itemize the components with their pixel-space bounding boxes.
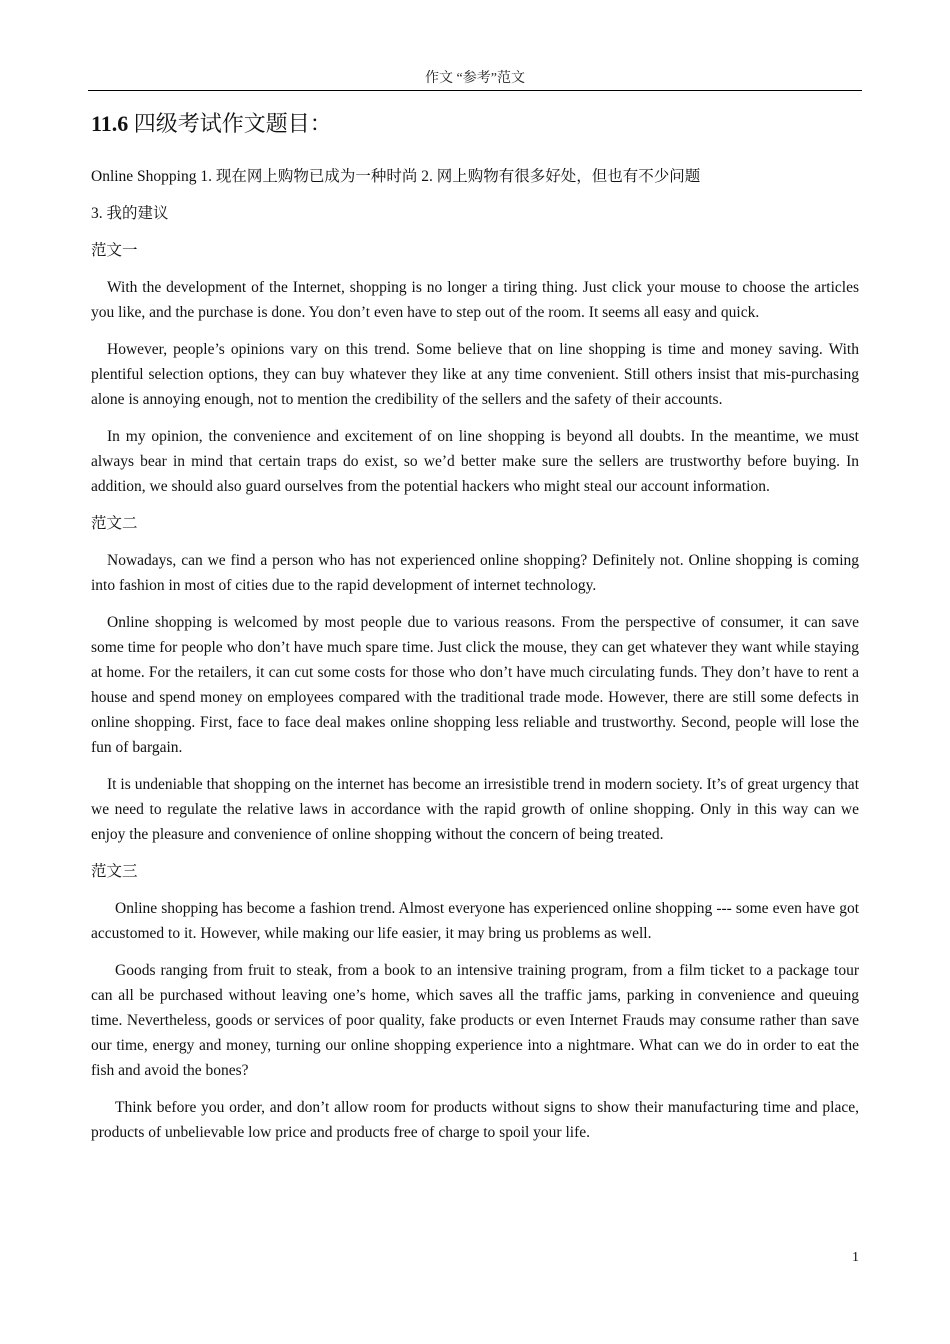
essay-3-paragraph-2: Goods ranging from fruit to steak, from a book to an intensive training program, from a film ticket to a package tour can all be purchased without leaving one’s home, which saves all the traffic jams, parking in convenience and queuing time. Nevertheless, goods or services of poor quality, fake products or even Internet Frauds may consume rather than save our time, energy and money, turning our online shopping experience into a nightmare. What can we do in order to eat the fish and avoid the bones?	[91, 962, 859, 1079]
title-number: 11.6	[91, 111, 129, 136]
essay-2-label: 范文二	[91, 515, 138, 532]
prompt-line-1: Online Shopping 1. 现在网上购物已成为一种时尚 2. 网上购物有很多好处，但也有不少问题	[91, 168, 701, 185]
essay-1-paragraph-3: In my opinion, the convenience and excitement of on line shopping is beyond all doubts. In the meantime, we must always bear in mind that certain traps do exist, so we’d better make sure the sellers are trustworthy before buying. In addition, we should also guard ourselves from the potential hackers who might steal our account information.	[91, 428, 859, 495]
essay-1-label: 范文一	[91, 242, 138, 259]
page-header: 作文 “参考”范文	[88, 68, 862, 91]
essay-3-paragraph-3: Think before you order, and don’t allow room for products without signs to show their manufacturing time and place, products of unbelievable low price and products free of charge to spoil your life.	[91, 1099, 859, 1141]
essay-2-paragraph-2: Online shopping is welcomed by most people due to various reasons. From the perspective of consumer, it can save some time for people who don’t have much spare time. Just click the mouse, they can get whatever they want while staying at home. For the retailers, it can cut some costs for those who don’t have much circulating funds. They don’t have to rent a house and spend money on employees compared with the traditional trade mode. However, there are still some defects in online shopping. First, face to face deal makes online shopping less reliable and trustworthy. Second, people will lose the fun of bargain.	[91, 614, 859, 756]
title-text: 四级考试作文题目：	[128, 111, 332, 136]
essay-3-paragraph-1: Online shopping has become a fashion trend. Almost everyone has experienced online shopping --- some even have got accustomed to it. However, while making our life easier, it may bring us problems as well.	[91, 900, 859, 942]
prompt-line-2: 3. 我的建议	[91, 205, 169, 222]
essay-1-paragraph-2: However, people’s opinions vary on this trend. Some believe that on line shopping is time and money saving. With plentiful selection options, they can buy whatever they like at any time convenient. Still others insist that mis-purchasing alone is annoying enough, not to mention the credibility of the sellers and the safety of their accounts.	[91, 341, 859, 408]
page-number: 1	[852, 1250, 859, 1265]
essay-3-label: 范文三	[91, 863, 138, 880]
essay-2-paragraph-3: It is undeniable that shopping on the internet has become an irresistible trend in modern society. It’s of great urgency that we need to regulate the relative laws in accordance with the rapid growth of online shopping. Only in this way can we enjoy the pleasure and convenience of online shopping without the concern of being treated.	[91, 776, 859, 843]
document-title	[91, 104, 859, 144]
essay-2-paragraph-1: Nowadays, can we find a person who has not experienced online shopping? Definitely not. Online shopping is coming into fashion in most of cities due to the rapid development of internet technology.	[91, 552, 859, 594]
document-body	[91, 104, 859, 1145]
essay-1-paragraph-1: With the development of the Internet, shopping is no longer a tiring thing. Just click your mouse to choose the articles you like, and the purchase is done. You don’t even have to step out of the room. It seems all easy and quick.	[91, 279, 859, 321]
